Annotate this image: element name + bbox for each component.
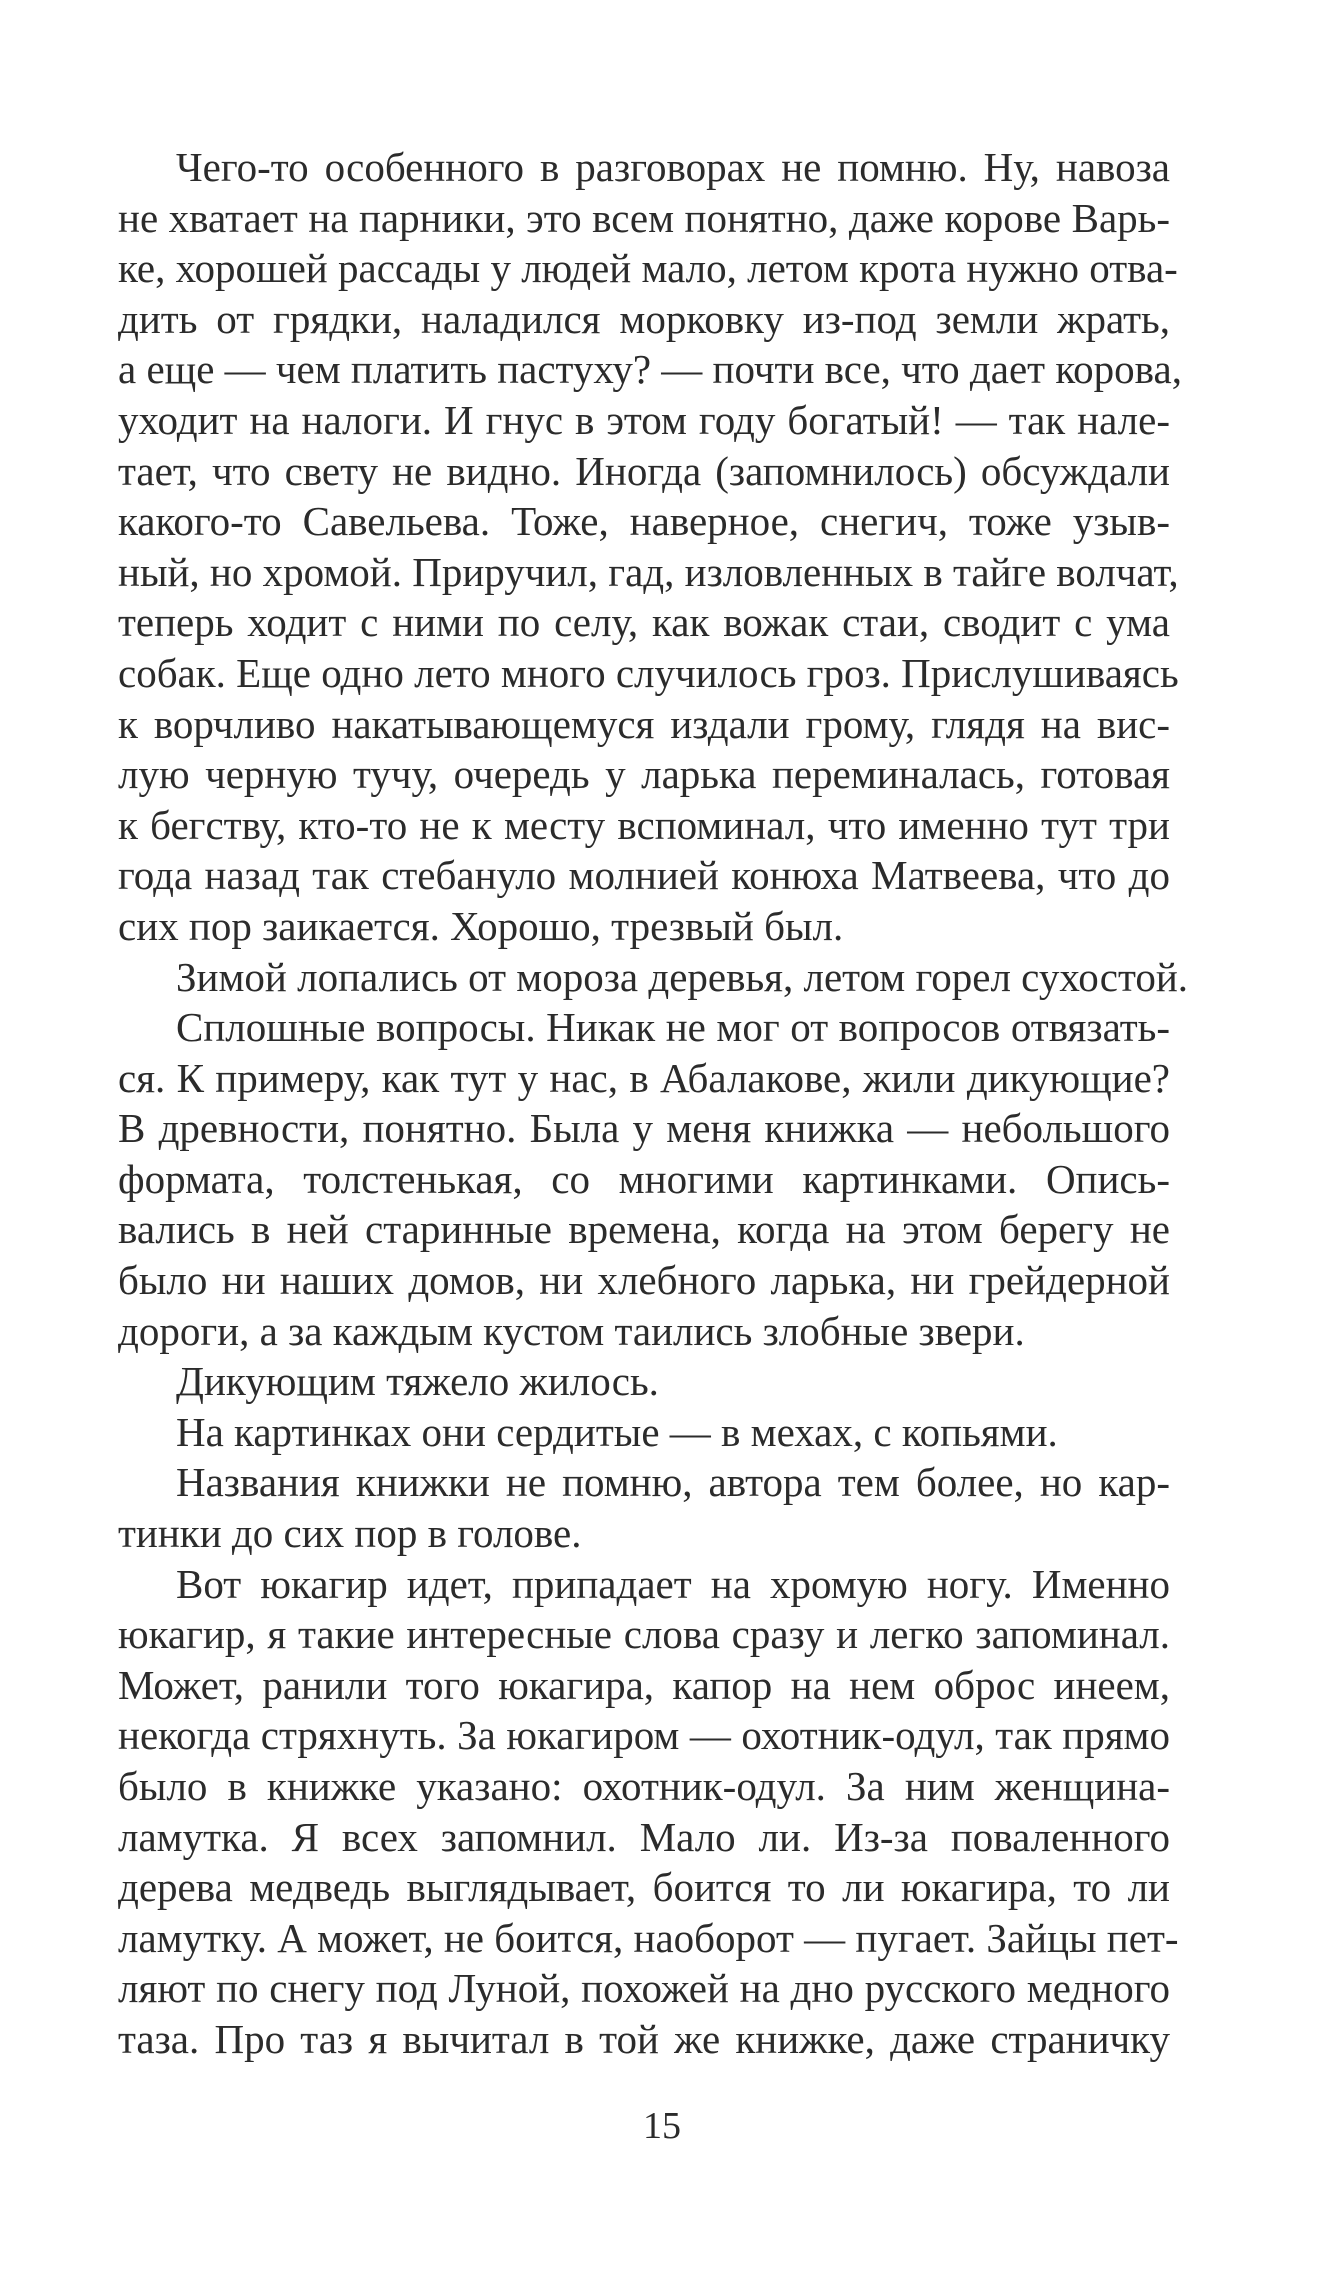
text-line: Названия книжки не помню, автора тем более, но кар- [176,1459,1170,1506]
text-line: На картинках они сердитые — в мехах, с копьями. [176,1408,1058,1455]
text-line: Чего-то особенного в разговорах не помню. Ну, навоза [176,144,1170,190]
text-line: к бегству, кто-то не к месту вспоминал, что именно тут три [118,801,1170,848]
text-line: юкагир, я такие интересные слова сразу и легко запоминал. [118,1611,1170,1658]
page-number: 15 [643,2105,681,2147]
text-line: к ворчливо накатывающемуся издали грому, глядя на вис- [118,700,1170,747]
text-line: лую черную тучу, очередь у ларька переминалась, готовая [118,751,1170,798]
text-line: ламутка. Я всех запомнил. Мало ли. Из-за поваленного [118,1813,1170,1860]
text-line: некогда стряхнуть. За юкагиром — охотник-одул, так прямо [118,1712,1170,1759]
text-line: дороги, а за каждым кустом таились злобные звери. [118,1307,1025,1354]
text-line: В древности, понятно. Была у меня книжка — небольшого [118,1105,1170,1152]
text-line: дерева медведь выглядывает, боится то ли юкагира, то ли [118,1864,1170,1911]
text-line: Может, ранили того юкагира, капор на нем оброс инеем, [118,1661,1170,1708]
text-line: Вот юкагир идет, припадает на хромую ногу. Именно [176,1560,1170,1607]
text-line: тинки до сих пор в голове. [118,1510,582,1557]
text-line: Дикующим тяжело жилось. [176,1358,659,1405]
text-line: ламутку. А может, не боится, наоборот — пугает. Зайцы пет- [118,1914,1179,1961]
text-line: теперь ходит с ними по селу, как вожак стаи, сводит с ума [118,599,1170,646]
text-line: уходит на налоги. И гнус в этом году богатый! — так нале- [118,396,1170,443]
text-line: какого-то Савельева. Тоже, наверное, снегич, тоже узыв- [118,498,1170,545]
text-line: ный, но хромой. Приручил, гад, изловленных в тайге волчат, [118,548,1179,595]
text-line: а еще — чем платить пастуху? — почти все, что дает корова, [118,346,1182,393]
text-line: тает, что свету не видно. Иногда (запомнилось) обсуждали [118,447,1170,494]
text-line: ке, хорошей рассады у людей мало, летом крота нужно отва- [118,245,1178,292]
text-line: было ни наших домов, ни хлебного ларька, ни грейдерной [118,1257,1170,1304]
body-text [118,142,1189,2065]
text-line: дить от грядки, наладился морковку из-под земли жрать, [118,295,1170,342]
text-line: было в книжке указано: охотник-одул. За ним женщина- [118,1763,1170,1809]
text-line: ся. К примеру, как тут у нас, в Абалакове, жили дикующие? [118,1054,1170,1101]
text-line: Сплошные вопросы. Никак не мог от вопросов отвязать- [176,1004,1170,1051]
text-line: сих пор заикается. Хорошо, трезвый был. [118,902,844,949]
text-line: таза. Про таз я вычитал в той же книжке, даже страничку [118,2015,1170,2062]
text-line: не хватает на парники, это всем понятно, даже корове Варь- [118,194,1170,241]
text-line: формата, толстенькая, со многими картинками. Опись- [118,1155,1170,1202]
text-line: года назад так стебануло молнией конюха Матвеева, что до [118,852,1170,899]
text-line: Зимой лопались от мороза деревья, летом горел сухостой. [176,953,1189,1000]
text-line: вались в ней старинные времена, когда на этом берегу не [118,1206,1170,1253]
text-line: ляют по снегу под Луной, похожей на дно русского медного [118,1965,1170,2012]
text-line: собак. Еще одно лето много случилось гроз. Прислушиваясь [118,649,1179,696]
